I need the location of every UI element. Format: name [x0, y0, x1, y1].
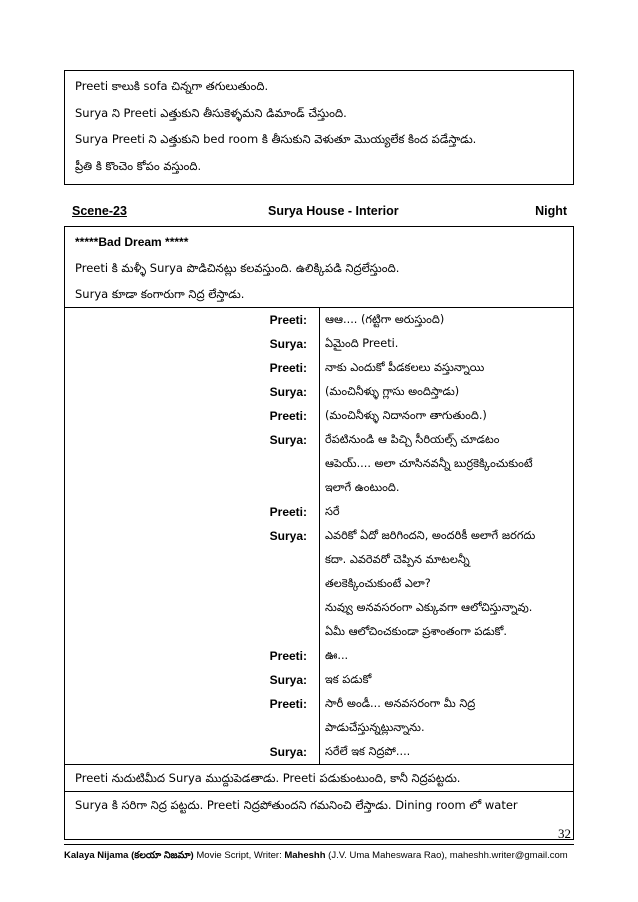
- dialogue-line: ఎవరికో ఏదో జరిగిందని, అందరికీ అలాగే జరగదు: [325, 529, 536, 542]
- dialogue-row: [65, 668, 573, 692]
- scene-intro: [65, 227, 573, 308]
- dialogue-line: కదా. ఎవరెవరో చెప్పిన మాటలన్నీ: [325, 553, 470, 566]
- dialogue-line: ఏమీ ఆలోచించకుండా ప్రశాంతంగా పడుకో.: [325, 625, 507, 638]
- action-line: Surya Preeti ని ఎత్తుకుని bed room కి తీసుకుని వెళుతూ మొయ్యలేక కింద పడేస్తాడు.: [75, 132, 477, 146]
- speaker: Surya:: [269, 385, 307, 399]
- dialogue-table: [65, 308, 573, 765]
- dialogue-row: [65, 428, 573, 500]
- dialogue-line: (మంచినీళ్ళు గ్లాసు అందిస్తాడు): [325, 385, 460, 398]
- action-line: Preeti కాలుకి sofa చిన్నగా తగులుతుంది.: [75, 79, 269, 93]
- speaker: Surya:: [269, 337, 307, 351]
- dialogue-row: [65, 692, 573, 740]
- dialogue-line: (మంచినీళ్ళు నిదానంగా తాగుతుంది.): [325, 409, 487, 422]
- footer-writer: Maheshh: [284, 850, 326, 861]
- intro-line: Preeti కి మళ్ళీ Surya పొడిచినట్లు కలవస్తుంది. ఉలిక్కిపడి నిద్రలేస్తుంది.: [75, 261, 400, 275]
- dialogue-line: నువ్వు అనవసరంగా ఎక్కువగా ఆలోచిస్తున్నావు.: [325, 601, 533, 614]
- dialogue-row: [65, 644, 573, 668]
- action-line: ప్రీతి కి కొంచెం కోపం వస్తుంది.: [75, 158, 202, 173]
- scene-location: Surya House - Interior: [268, 204, 399, 218]
- dialogue-line: ఊ...: [325, 649, 349, 662]
- dialogue-row: [65, 332, 573, 356]
- dialogue-row: [65, 404, 573, 428]
- action-line: Surya ని Preeti ఎత్తుకుని తీసుకెళ్ళమని డిమాండ్ చేస్తుంది.: [75, 105, 347, 120]
- footer-text: Movie Script, Writer:: [193, 850, 285, 861]
- speaker: Surya:: [269, 745, 307, 759]
- action-box: [64, 70, 574, 185]
- dialogue-row: [65, 740, 573, 764]
- action-line: Preeti నుదుటిమీద Surya ముద్దుపెడతాడు. Preeti పడుకుంటుంది, కానీ నిద్రపట్టదు.: [65, 765, 573, 792]
- scene-box: [64, 226, 574, 840]
- dialogue-line: సరేలే ఇక నిద్రపో....: [325, 745, 411, 758]
- scene-heading: [72, 204, 567, 220]
- footer-divider: [64, 844, 574, 845]
- scene-time: Night: [535, 204, 567, 218]
- dialogue-line: ఇక పడుకో: [325, 673, 372, 686]
- speaker: Preeti:: [269, 697, 307, 711]
- speaker: Surya:: [269, 433, 307, 447]
- footer-title-telugu: (కలయా నిజమా): [131, 850, 194, 861]
- dialogue-line: సారీ అండీ... అనవసరంగా మీ నిద్ర: [325, 697, 476, 710]
- dialogue-line: తలకెక్కించుకుంటే ఎలా?: [325, 577, 431, 590]
- dialogue-row: [65, 356, 573, 380]
- dialogue-row: [65, 308, 573, 332]
- speaker: Preeti:: [269, 409, 307, 423]
- dialogue-line: ఆపెయ్.... అలా చూసినవన్నీ బుర్రకెక్కించుకుంటే: [325, 457, 533, 470]
- speaker: Preeti:: [269, 649, 307, 663]
- speaker: Preeti:: [269, 361, 307, 375]
- dialogue-line: పాడుచేస్తున్నట్లున్నాను.: [325, 721, 425, 734]
- page-number: 32: [558, 826, 571, 841]
- speaker: Surya:: [269, 529, 307, 543]
- dialogue-line: రేపటినుండి ఆ పిచ్చి సీరియల్స్ చూడటం: [325, 433, 500, 446]
- dialogue-row: [65, 380, 573, 404]
- dialogue-line: ఏమైంది Preeti.: [325, 337, 399, 350]
- page-footer: [64, 850, 568, 863]
- dialogue-line: ఇలాగే ఉంటుంది.: [325, 481, 400, 494]
- intro-line: Surya కూడా కంగారుగా నిద్ర లేస్తాడు.: [75, 287, 245, 301]
- footer-title: Kalaya Nijama: [64, 850, 129, 861]
- speaker: Surya:: [269, 673, 307, 687]
- dialogue-row: [65, 500, 573, 524]
- speaker: Preeti:: [269, 505, 307, 519]
- action-line: Surya కి సరిగా నిద్ర పట్టదు. Preeti నిద్రపోతుందని గమనించి లేస్తాడు. Dining room లో water: [75, 798, 518, 812]
- dream-heading: *****Bad Dream *****: [75, 235, 189, 249]
- scene-number: Scene-23: [72, 204, 127, 218]
- dialogue-line: సరే: [325, 505, 340, 518]
- footer-contact: (J.V. Uma Maheswara Rao), maheshh.writer@gmail.com: [325, 850, 568, 861]
- dialogue-line: నాకు ఎందుకో పీడకలలు వస్తున్నాయి: [325, 361, 485, 374]
- scene-tail: [65, 765, 573, 818]
- speaker: Preeti:: [269, 313, 307, 327]
- dialogue-line: ఆఆ.... (గట్టిగా అరుస్తుంది): [325, 313, 445, 326]
- dialogue-row: [65, 524, 573, 644]
